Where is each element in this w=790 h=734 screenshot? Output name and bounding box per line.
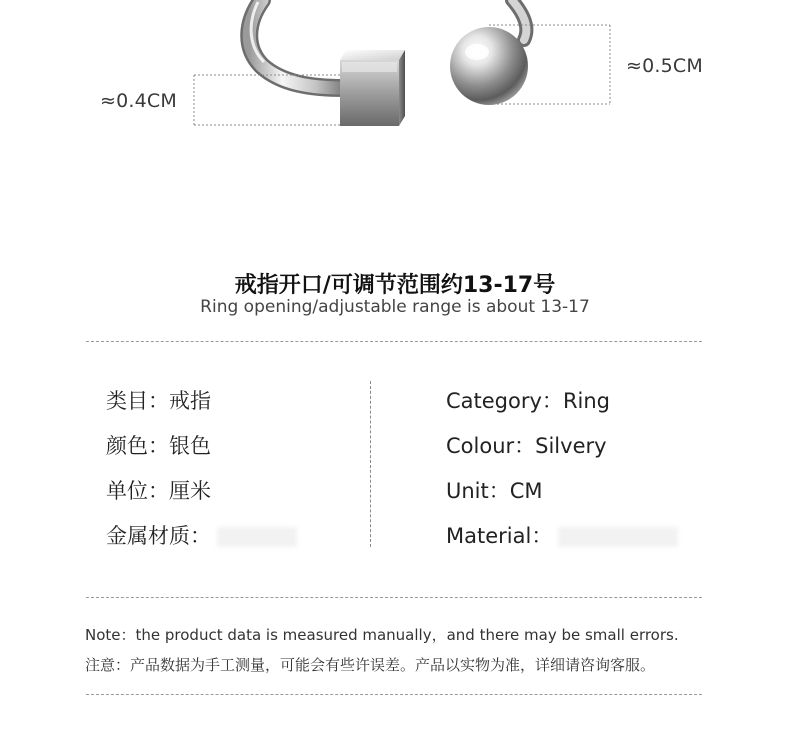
spec-label: Material： [446, 524, 553, 548]
spec-label: Colour： [446, 434, 536, 458]
note-english: Note：the product data is measured manually，and there may be small errors. [85, 626, 679, 644]
top-divider [86, 341, 702, 342]
spec-row-color-en [446, 430, 607, 460]
spec-row-unit-en [446, 475, 543, 505]
spec-row-material-en [446, 520, 678, 550]
bottom-divider [86, 694, 702, 695]
spec-label: 金属材质： [106, 524, 211, 548]
spec-row-material-cn [106, 520, 297, 550]
spec-value: 戒指 [169, 389, 211, 413]
spec-row-unit-cn [106, 475, 211, 505]
spec-value: 银色 [169, 434, 211, 458]
spec-value: CM [509, 479, 543, 503]
spec-label: Category： [446, 389, 563, 413]
note-chinese: 注意：产品数据为手工测量，可能会有些许误差。产品以实物为准，详细请咨询客服。 [85, 656, 656, 674]
cube-end [340, 50, 405, 126]
column-divider [370, 381, 371, 547]
cube-size-label: ≈0.4CM [100, 90, 177, 112]
spec-row-category-en [446, 385, 610, 415]
spec-label: 颜色： [106, 434, 169, 458]
spec-value: Silvery [535, 434, 607, 458]
redacted-value [217, 527, 297, 547]
title-chinese: 戒指开口/可调节范围约13-17号 [234, 273, 556, 298]
spec-label: 单位： [106, 479, 169, 503]
redacted-value [558, 527, 678, 547]
middle-divider [86, 597, 702, 598]
ball-size-label: ≈0.5CM [626, 55, 703, 77]
spec-value: Ring [562, 389, 611, 413]
spec-row-color-cn [106, 430, 211, 460]
spec-label: 类目： [106, 389, 169, 413]
spec-value: 厘米 [169, 479, 211, 503]
ball-end [450, 27, 528, 105]
spec-label: Unit： [446, 479, 510, 503]
title-english: Ring opening/adjustable range is about 13-17 [200, 297, 590, 317]
spec-row-category-cn [106, 385, 211, 415]
